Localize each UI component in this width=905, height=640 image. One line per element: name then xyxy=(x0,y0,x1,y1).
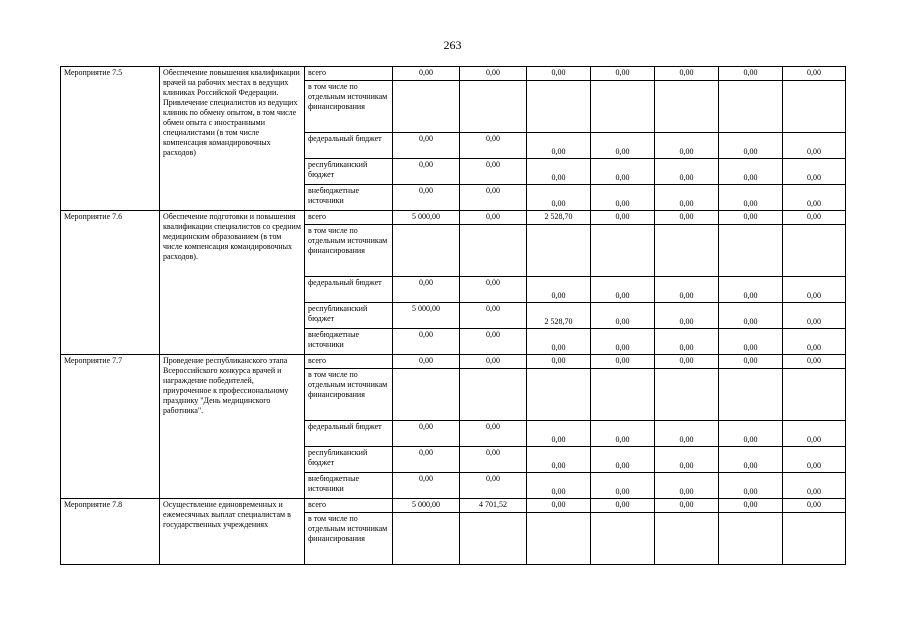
amount-cell xyxy=(527,81,591,133)
amount-cell: 0,00 xyxy=(783,185,846,211)
amount-cell xyxy=(460,81,527,133)
amount-cell: 0,00 xyxy=(393,277,460,303)
amount-cell: 0,00 xyxy=(719,185,783,211)
amount-cell: 0,00 xyxy=(783,303,846,329)
amount-cell: 0,00 xyxy=(460,329,527,355)
funding-source: федеральный бюджет xyxy=(305,133,393,159)
amount-cell: 0,00 xyxy=(460,277,527,303)
activity-description: Проведение республиканского этапа Всероссийского конкурса врачей и награждение победителей, приуроченное к профессиональному празднику "День медицинского работника". xyxy=(160,355,305,499)
amount-cell: 0,00 xyxy=(591,355,655,369)
table-row xyxy=(61,211,846,225)
activity-code: Мероприятие 7.7 xyxy=(61,355,160,499)
amount-cell xyxy=(591,81,655,133)
amount-cell: 0,00 xyxy=(655,159,719,185)
amount-cell: 0,00 xyxy=(591,329,655,355)
amount-cell: 0,00 xyxy=(655,185,719,211)
amount-cell: 0,00 xyxy=(655,277,719,303)
amount-cell xyxy=(719,369,783,421)
table-row xyxy=(61,499,846,513)
amount-cell: 0,00 xyxy=(783,277,846,303)
funding-source: федеральный бюджет xyxy=(305,277,393,303)
amount-cell: 0,00 xyxy=(591,303,655,329)
amount-cell: 0,00 xyxy=(393,355,460,369)
amount-cell: 0,00 xyxy=(460,355,527,369)
amount-cell: 0,00 xyxy=(655,329,719,355)
amount-cell xyxy=(783,369,846,421)
amount-cell: 0,00 xyxy=(527,421,591,447)
activity-description: Обеспечение подготовки и повышения квалификации специалистов со средним медицинским образованием (в том числе компенсация командировочных расходов). xyxy=(160,211,305,355)
amount-cell xyxy=(460,513,527,565)
activity-description: Обеспечение повышения квалификации врачей на рабочих местах в ведущих клиниках Российской Федерации. Привлечение специалистов из ведущих клиник по обмену опытом, в том числе обмен опыта с иностранными специалистами (в том числе компенсация командировочных расходов) xyxy=(160,67,305,211)
amount-cell xyxy=(783,225,846,277)
amount-cell: 0,00 xyxy=(393,421,460,447)
amount-cell: 0,00 xyxy=(655,303,719,329)
amount-cell: 0,00 xyxy=(393,329,460,355)
amount-cell: 0,00 xyxy=(719,67,783,81)
amount-cell: 0,00 xyxy=(591,277,655,303)
amount-cell: 0,00 xyxy=(591,133,655,159)
amount-cell: 0,00 xyxy=(460,159,527,185)
funding-source: внебюджетные источники xyxy=(305,185,393,211)
activity-code: Мероприятие 7.6 xyxy=(61,211,160,355)
amount-cell: 0,00 xyxy=(393,185,460,211)
amount-cell: 0,00 xyxy=(783,499,846,513)
amount-cell: 0,00 xyxy=(591,67,655,81)
funding-source: федеральный бюджет xyxy=(305,421,393,447)
amount-cell: 0,00 xyxy=(783,211,846,225)
amount-cell: 0,00 xyxy=(783,355,846,369)
amount-cell: 5 000,00 xyxy=(393,303,460,329)
funding-source: внебюджетные источники xyxy=(305,329,393,355)
amount-cell: 0,00 xyxy=(719,447,783,473)
funding-source: республиканский бюджет xyxy=(305,447,393,473)
amount-cell xyxy=(719,513,783,565)
amount-cell xyxy=(393,225,460,277)
page-number: 263 xyxy=(443,38,462,52)
amount-cell xyxy=(655,81,719,133)
amount-cell: 0,00 xyxy=(591,185,655,211)
amount-cell: 0,00 xyxy=(460,211,527,225)
amount-cell xyxy=(460,225,527,277)
funding-source: всего xyxy=(305,67,393,81)
amount-cell: 0,00 xyxy=(655,133,719,159)
amount-cell: 0,00 xyxy=(591,473,655,499)
amount-cell: 0,00 xyxy=(393,67,460,81)
amount-cell: 0,00 xyxy=(783,159,846,185)
amount-cell: 0,00 xyxy=(527,447,591,473)
amount-cell: 2 528,70 xyxy=(527,211,591,225)
amount-cell: 0,00 xyxy=(719,473,783,499)
amount-cell: 0,00 xyxy=(591,211,655,225)
amount-cell: 0,00 xyxy=(393,133,460,159)
amount-cell xyxy=(783,81,846,133)
funding-source: всего xyxy=(305,499,393,513)
amount-cell: 0,00 xyxy=(527,499,591,513)
amount-cell: 0,00 xyxy=(783,473,846,499)
amount-cell: 0,00 xyxy=(655,499,719,513)
amount-cell: 0,00 xyxy=(719,277,783,303)
amount-cell xyxy=(527,225,591,277)
amount-cell: 0,00 xyxy=(719,499,783,513)
amount-cell: 0,00 xyxy=(783,329,846,355)
activity-code: Мероприятие 7.8 xyxy=(61,499,160,565)
amount-cell xyxy=(783,513,846,565)
amount-cell: 4 701,52 xyxy=(460,499,527,513)
amount-cell: 0,00 xyxy=(460,473,527,499)
amount-cell xyxy=(719,81,783,133)
table-row xyxy=(61,67,846,81)
amount-cell: 0,00 xyxy=(527,355,591,369)
amount-cell: 0,00 xyxy=(460,185,527,211)
amount-cell: 0,00 xyxy=(719,421,783,447)
funding-source: всего xyxy=(305,355,393,369)
amount-cell: 0,00 xyxy=(719,303,783,329)
amount-cell xyxy=(591,369,655,421)
amount-cell xyxy=(393,369,460,421)
amount-cell xyxy=(527,513,591,565)
amount-cell: 0,00 xyxy=(783,421,846,447)
amount-cell: 0,00 xyxy=(527,185,591,211)
amount-cell: 0,00 xyxy=(719,211,783,225)
amount-cell: 0,00 xyxy=(527,133,591,159)
amount-cell: 0,00 xyxy=(460,133,527,159)
amount-cell: 0,00 xyxy=(719,329,783,355)
amount-cell: 0,00 xyxy=(655,421,719,447)
amount-cell: 0,00 xyxy=(460,67,527,81)
amount-cell: 0,00 xyxy=(591,447,655,473)
amount-cell: 0,00 xyxy=(393,447,460,473)
amount-cell: 2 528,70 xyxy=(527,303,591,329)
amount-cell xyxy=(393,81,460,133)
funding-source: республиканский бюджет xyxy=(305,159,393,185)
funding-source: всего xyxy=(305,211,393,225)
amount-cell: 0,00 xyxy=(527,67,591,81)
amount-cell: 0,00 xyxy=(655,447,719,473)
amount-cell: 0,00 xyxy=(783,447,846,473)
amount-cell: 0,00 xyxy=(393,473,460,499)
amount-cell: 0,00 xyxy=(591,499,655,513)
amount-cell: 5 000,00 xyxy=(393,499,460,513)
amount-cell: 0,00 xyxy=(655,355,719,369)
amount-cell: 0,00 xyxy=(591,421,655,447)
funding-source: в том числе по отдельным источникам финансирования xyxy=(305,225,393,277)
amount-cell: 0,00 xyxy=(527,159,591,185)
funding-source: в том числе по отдельным источникам финансирования xyxy=(305,369,393,421)
amount-cell xyxy=(460,369,527,421)
amount-cell xyxy=(591,225,655,277)
amount-cell xyxy=(655,225,719,277)
amount-cell: 0,00 xyxy=(783,133,846,159)
amount-cell: 5 000,00 xyxy=(393,211,460,225)
amount-cell: 0,00 xyxy=(527,277,591,303)
funding-source: внебюджетные источники xyxy=(305,473,393,499)
amount-cell xyxy=(655,369,719,421)
amount-cell xyxy=(393,513,460,565)
amount-cell: 0,00 xyxy=(655,473,719,499)
amount-cell: 0,00 xyxy=(719,159,783,185)
amount-cell: 0,00 xyxy=(719,133,783,159)
amount-cell: 0,00 xyxy=(460,447,527,473)
amount-cell: 0,00 xyxy=(783,67,846,81)
amount-cell: 0,00 xyxy=(655,67,719,81)
amount-cell: 0,00 xyxy=(393,159,460,185)
amount-cell: 0,00 xyxy=(460,303,527,329)
financing-table xyxy=(60,66,846,565)
amount-cell xyxy=(655,513,719,565)
amount-cell xyxy=(719,225,783,277)
funding-source: республиканский бюджет xyxy=(305,303,393,329)
amount-cell: 0,00 xyxy=(655,211,719,225)
financing-table-body xyxy=(61,67,846,565)
amount-cell: 0,00 xyxy=(591,159,655,185)
amount-cell: 0,00 xyxy=(719,355,783,369)
amount-cell: 0,00 xyxy=(527,329,591,355)
amount-cell xyxy=(527,369,591,421)
funding-source: в том числе по отдельным источникам финансирования xyxy=(305,513,393,565)
amount-cell: 0,00 xyxy=(460,421,527,447)
table-row xyxy=(61,355,846,369)
activity-description: Осуществление единовременных и ежемесячных выплат специалистам в государственных учреждениях xyxy=(160,499,305,565)
funding-source: в том числе по отдельным источникам финансирования xyxy=(305,81,393,133)
amount-cell xyxy=(591,513,655,565)
amount-cell: 0,00 xyxy=(527,473,591,499)
activity-code: Мероприятие 7.5 xyxy=(61,67,160,211)
